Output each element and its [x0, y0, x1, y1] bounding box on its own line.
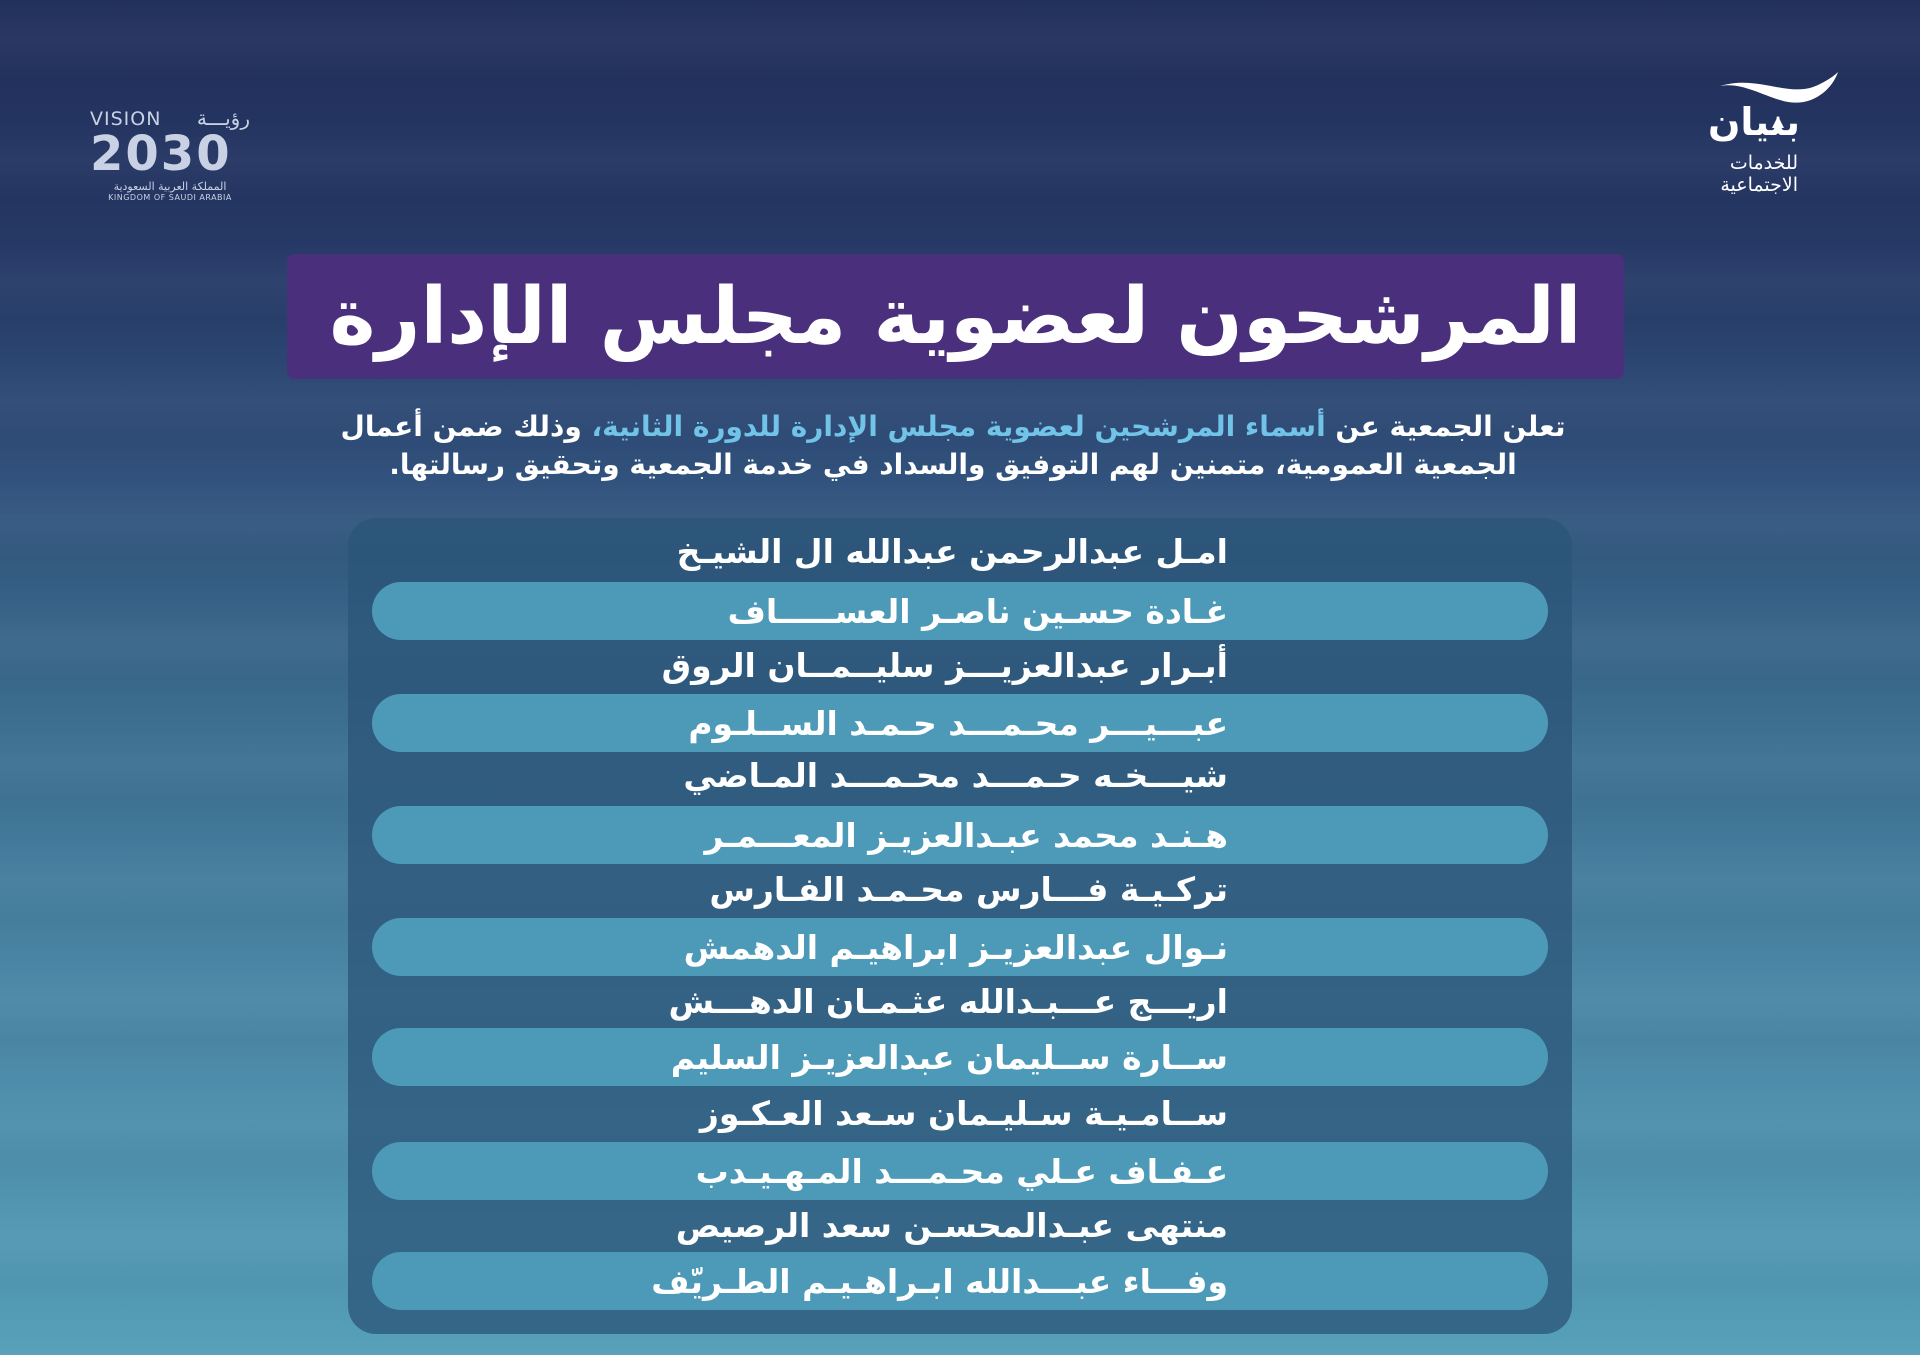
candidate-row — [372, 746, 1548, 804]
intro-text-end: وذلك ضمن أعمال الجمعية العمومية، متمنين لهم التوفيق والسداد في خدمة الجمعية وتحقيق رسالتها. — [340, 410, 1517, 481]
candidate-name: عـفـاف عـلي محـمـــد المـهـيـدب — [695, 1151, 1228, 1191]
candidate-name: شيـــخـه حـمـــد محـمـــد المـاضي — [683, 755, 1228, 795]
candidate-row — [372, 636, 1548, 694]
candidate-row — [372, 582, 1548, 640]
candidate-row — [372, 522, 1548, 580]
candidate-row — [372, 1142, 1548, 1200]
candidate-row — [372, 694, 1548, 752]
candidate-name: وفـــاء عبـــدالله ابـراهـيـم الطـريّف — [651, 1261, 1228, 1301]
org-tagline-2: الاجتماعية — [1720, 174, 1798, 196]
vision-label-en: VISION — [90, 108, 162, 130]
page-title: المرشحون لعضوية مجلس الإدارة — [329, 271, 1582, 362]
candidate-name: ســارة ســليمان عبدالعزيـز السليم — [670, 1037, 1228, 1077]
organization-logo — [1650, 70, 1840, 200]
intro-highlight: أسماء المرشحين لعضوية مجلس الإدارة للدورة الثانية، — [591, 410, 1326, 443]
vision-year: 2030 — [90, 126, 232, 182]
candidate-row — [372, 806, 1548, 864]
kingdom-label-ar: المملكة العربية السعودية — [113, 180, 227, 193]
candidate-name: امـل عبدالرحمن عبدالله ال الشيـخ — [676, 531, 1228, 571]
candidate-row — [372, 918, 1548, 976]
intro-text-start: تعلن الجمعية عن — [1325, 410, 1566, 443]
org-name: بنيان — [1708, 100, 1800, 144]
candidate-name: منتهى عبـدالمحسـن سعد الرصيص — [675, 1205, 1228, 1245]
candidate-row — [372, 1028, 1548, 1086]
candidate-name: غـادة حسـين ناصـر العســـــاف — [727, 591, 1228, 631]
vision-2030-logo — [90, 106, 250, 211]
candidate-name: اريـــج عـــبـدالله عثـمـان الدهـــش — [668, 981, 1228, 1021]
candidate-name: ســامـيـة سـليـمان سـعد العـكـوز — [699, 1093, 1228, 1133]
candidate-row — [372, 972, 1548, 1030]
candidate-name: نـوال عبدالعزيـز ابراهيـم الدهمش — [683, 927, 1228, 967]
candidate-name: هـنـد محمد عبـدالعزيـز المعـــمـر — [704, 815, 1228, 855]
candidate-row — [372, 1196, 1548, 1254]
title-banner — [287, 254, 1624, 379]
candidate-name: تركـيـة فـــارس محـمـد الفـارس — [709, 869, 1228, 909]
intro-paragraph — [320, 408, 1586, 484]
kingdom-label-en: KINGDOM OF SAUDI ARABIA — [108, 193, 232, 202]
candidate-row — [372, 1084, 1548, 1142]
candidates-panel — [348, 518, 1572, 1334]
candidate-name: أبـرار عبدالعزيـــز سليــمــان الروق — [661, 645, 1228, 685]
org-tagline-1: للخدمات — [1729, 152, 1798, 174]
candidate-name: عبـــيـــر محـمـــد حـمـد الســلـوم — [688, 703, 1228, 743]
vision-label-ar: رؤيـــة — [196, 106, 250, 130]
candidate-row — [372, 1252, 1548, 1310]
candidate-row — [372, 860, 1548, 918]
